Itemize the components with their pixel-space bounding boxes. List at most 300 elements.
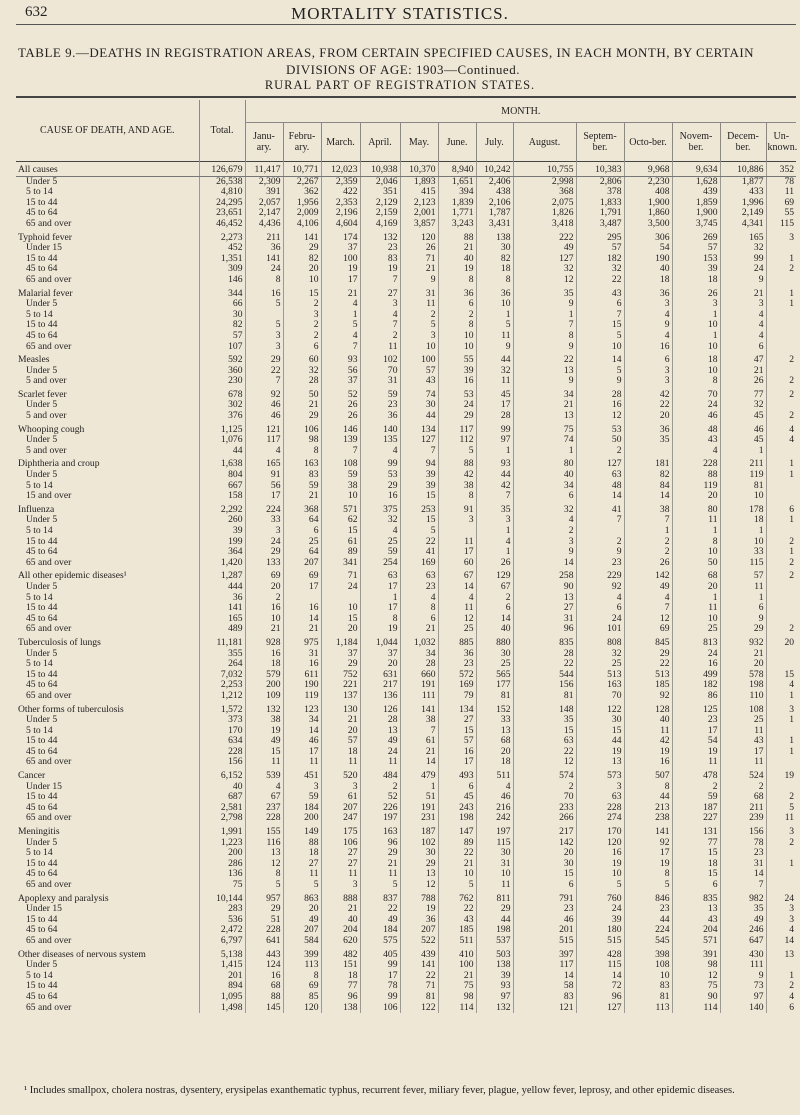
cause-label: Apoplexy and paralysis [18, 892, 109, 904]
month-cell: 153 [672, 254, 720, 265]
month-cell: 1 [766, 547, 796, 558]
month-cell: 14 [576, 491, 624, 502]
month-cell: 119 [672, 481, 720, 492]
mortality-table [16, 100, 796, 1013]
month-cell: 114 [438, 1003, 476, 1014]
month-cell: 1 [766, 971, 796, 982]
month-cell: 83 [513, 992, 576, 1003]
month-cell: 295 [576, 230, 624, 244]
month-cell: 9 [720, 614, 766, 625]
total-cell: 201 [199, 971, 245, 982]
month-cell: 3 [513, 537, 576, 548]
month-cell: 15 [513, 869, 576, 880]
month-cell: 12 [245, 859, 283, 870]
month-cell: 78 [360, 981, 400, 992]
month-cell [766, 275, 796, 286]
total-cell: 40 [199, 782, 245, 793]
month-cell: 32 [576, 264, 624, 275]
month-cell: 3 [766, 702, 796, 716]
month-cell: 33 [476, 715, 513, 726]
month-cell [576, 526, 624, 537]
month-cell: 63 [360, 568, 400, 582]
month-cell: 4 [624, 310, 672, 321]
month-cell: 571 [672, 936, 720, 947]
month-cell: 10 [576, 869, 624, 880]
month-header-cell: Septem-ber. [576, 123, 624, 162]
month-cell: 3 [245, 526, 283, 537]
month-cell: 59 [672, 792, 720, 803]
month-cell: 211 [720, 456, 766, 470]
month-cell: 12,023 [321, 162, 360, 177]
month-cell: 12 [624, 614, 672, 625]
month-cell: 19 [624, 747, 672, 758]
month-cell: 20 [321, 624, 360, 635]
month-cell: 11 [720, 726, 766, 737]
month-cell: 16 [283, 603, 321, 614]
table-top-rule [16, 96, 796, 98]
month-cell: 479 [400, 768, 438, 782]
cause-label: 65 and over [26, 341, 72, 352]
total-cell: 156 [199, 757, 245, 768]
month-cell: 200 [283, 813, 321, 824]
month-cell: 30 [400, 400, 438, 411]
month-cell: 2,129 [360, 198, 400, 209]
month-cell: 111 [720, 960, 766, 971]
month-cell: 7 [400, 726, 438, 737]
month-cell: 2 [513, 782, 576, 793]
month-cell: 21 [438, 859, 476, 870]
month-cell: 16 [360, 491, 400, 502]
total-cell: 24,295 [199, 198, 245, 209]
month-cell: 7 [624, 515, 672, 526]
month-cell: 36 [624, 422, 672, 436]
month-cell: 2 [576, 446, 624, 457]
month-cell: 21 [321, 715, 360, 726]
month-cell: 2 [766, 838, 796, 849]
month-cell: 163 [576, 680, 624, 691]
month-cell: 3 [360, 299, 400, 310]
month-cell: 169 [400, 558, 438, 569]
month-cell: 415 [400, 187, 438, 198]
cause-label: Cancer [18, 770, 46, 782]
month-cell: 11 [720, 582, 766, 593]
month-cell: 88 [672, 470, 720, 481]
month-cell: 85 [283, 992, 321, 1003]
page-header [0, 0, 800, 24]
table-row [16, 1003, 796, 1014]
month-cell: 14 [513, 558, 576, 569]
month-cell: 191 [400, 803, 438, 814]
month-cell: 19 [245, 726, 283, 737]
month-cell: 9 [513, 376, 576, 387]
month-cell: 213 [624, 803, 672, 814]
total-cell: 687 [199, 792, 245, 803]
month-cell: 3,500 [624, 219, 672, 230]
month-cell: 26 [672, 286, 720, 300]
month-cell: 70 [360, 366, 400, 377]
table-group-row [16, 456, 796, 470]
month-cell: 391 [245, 187, 283, 198]
month-cell: 24 [360, 747, 400, 758]
cause-label: All other epidemic diseases¹ [18, 570, 127, 582]
month-cell: 71 [321, 568, 360, 582]
month-cell: 3 [766, 915, 796, 926]
month-cell: 410 [438, 947, 476, 961]
month-cell: 6 [766, 502, 796, 516]
month-cell: 125 [672, 702, 720, 716]
month-cell: 43 [672, 915, 720, 926]
cause-label: Other diseases of nervous system [18, 948, 146, 960]
month-cell: 122 [400, 1003, 438, 1014]
month-cell: 93 [321, 352, 360, 366]
month-cell: 81 [720, 481, 766, 492]
month-cell: 8 [438, 275, 476, 286]
total-cell: 1,498 [199, 1003, 245, 1014]
month-cell: 96 [360, 838, 400, 849]
month-cell: 5 [245, 299, 283, 310]
month-cell: 9 [720, 275, 766, 286]
month-cell: 520 [321, 768, 360, 782]
cause-label: 45 to 64 [26, 330, 58, 341]
header-rule [16, 24, 796, 25]
month-cell: 11 [476, 376, 513, 387]
month-cell: 108 [720, 702, 766, 716]
month-cell: 482 [321, 947, 360, 961]
month-cell: 31 [476, 859, 513, 870]
table-title-line1: TABLE 9.—DEATHS IN REGISTRATION AREAS, FROM CERTAIN SPECIFIED CAUSES, IN EACH MONTH, BY CERTAIN [18, 45, 755, 60]
total-header: Total. [199, 100, 245, 162]
month-cell: 22 [624, 400, 672, 411]
month-cell: 92 [576, 582, 624, 593]
total-cell: 46,452 [199, 219, 245, 230]
month-cell: 117 [438, 422, 476, 436]
table-row [16, 838, 796, 849]
month-cell: 31 [283, 649, 321, 660]
month-cell: 7 [360, 320, 400, 331]
month-cell: 11 [438, 603, 476, 614]
month-cell: 52 [321, 387, 360, 401]
table-row [16, 547, 796, 558]
month-cell: 19 [576, 747, 624, 758]
month-cell: 11 [283, 757, 321, 768]
month-cell: 17 [624, 848, 672, 859]
month-cell: 10 [321, 491, 360, 502]
month-cell: 16 [245, 649, 283, 660]
month-cell: 584 [283, 936, 321, 947]
month-cell [766, 603, 796, 614]
month-cell: 4 [438, 593, 476, 604]
month-cell: 198 [438, 813, 476, 824]
month-cell: 61 [321, 537, 360, 548]
month-cell: 8 [245, 869, 283, 880]
month-cell: 55 [438, 352, 476, 366]
month-cell: 31 [400, 286, 438, 300]
month-cell: 7 [476, 491, 513, 502]
month-cell: 16 [283, 659, 321, 670]
month-cell: 2 [360, 782, 400, 793]
month-cell: 19 [624, 859, 672, 870]
table-row [16, 659, 796, 670]
month-cell: 142 [513, 838, 576, 849]
month-cell: 12 [400, 880, 438, 891]
month-cell: 117 [245, 435, 283, 446]
table-row [16, 925, 796, 936]
month-cell: 24 [438, 400, 476, 411]
month-cell: 71 [400, 981, 438, 992]
cause-label: Typhoid fever [18, 231, 72, 243]
table-row [16, 558, 796, 569]
month-cell: 112 [438, 435, 476, 446]
month-cell: 141 [245, 254, 283, 265]
month-cell: 1,826 [513, 208, 576, 219]
month-cell: 129 [476, 568, 513, 582]
month-cell: 81 [400, 992, 438, 1003]
month-cell: 182 [576, 254, 624, 265]
month-cell: 15 [513, 726, 576, 737]
month-cell: 36 [624, 286, 672, 300]
month-cell: 88 [245, 992, 283, 1003]
table-row [16, 747, 796, 758]
cause-label: 65 and over [26, 624, 72, 635]
month-cell: 8,940 [438, 162, 476, 177]
month-cell: 141 [283, 230, 321, 244]
total-cell: 536 [199, 915, 245, 926]
total-cell: 264 [199, 659, 245, 670]
month-cell: 21 [400, 264, 438, 275]
month-cell: 17 [360, 582, 400, 593]
month-cell: 246 [720, 925, 766, 936]
page-number: 632 [25, 4, 48, 20]
month-cell: 190 [624, 254, 672, 265]
month-cell: 145 [245, 1003, 283, 1014]
month-cell: 117 [513, 960, 576, 971]
month-cell: 247 [321, 813, 360, 824]
month-cell: 57 [438, 736, 476, 747]
month-cell: 17 [245, 491, 283, 502]
total-cell: 11,181 [199, 635, 245, 649]
month-cell: 39 [576, 915, 624, 926]
cause-label: Under 5 [26, 176, 58, 187]
month-cell: 9 [513, 299, 576, 310]
month-cell: 138 [321, 1003, 360, 1014]
month-cell: 3 [766, 824, 796, 838]
month-cell: 69 [624, 624, 672, 635]
month-cell [766, 400, 796, 411]
month-cell: 12 [438, 614, 476, 625]
month-cell: 163 [360, 824, 400, 838]
month-cell: 10 [576, 342, 624, 353]
month-cell: 835 [513, 635, 576, 649]
month-cell: 17 [672, 726, 720, 737]
month-cell: 78 [720, 838, 766, 849]
month-cell: 4 [321, 299, 360, 310]
month-cell: 31 [513, 614, 576, 625]
month-cell: 43 [438, 915, 476, 926]
month-cell: 3 [720, 299, 766, 310]
month-cell: 579 [245, 670, 283, 681]
table-row [16, 176, 796, 187]
month-cell: 5 [576, 331, 624, 342]
month-cell: 3 [400, 331, 438, 342]
cause-label: 5 to 14 [26, 970, 53, 981]
month-cell: 140 [720, 1003, 766, 1014]
month-cell: 8 [438, 491, 476, 502]
month-cell: 511 [438, 936, 476, 947]
month-cell: 1,893 [400, 176, 438, 187]
month-cell: 524 [720, 768, 766, 782]
month-cell: 28 [476, 411, 513, 422]
month-cell: 120 [576, 838, 624, 849]
month-cell: 57 [321, 736, 360, 747]
total-cell: 36 [199, 593, 245, 604]
month-cell: 932 [720, 635, 766, 649]
month-cell: 228 [245, 813, 283, 824]
month-cell: 3,857 [400, 219, 438, 230]
month-cell: 306 [624, 230, 672, 244]
month-cell: 1 [766, 859, 796, 870]
month-cell: 2 [283, 299, 321, 310]
month-cell: 16 [245, 971, 283, 982]
month-cell: 10 [672, 320, 720, 331]
total-cell: 10,144 [199, 891, 245, 905]
month-cell: 147 [438, 824, 476, 838]
month-cell: 4 [720, 320, 766, 331]
month-cell: 49 [513, 243, 576, 254]
month-cell: 140 [360, 422, 400, 436]
table-group-row [16, 387, 796, 401]
month-cell [766, 649, 796, 660]
total-cell: 2,292 [199, 502, 245, 516]
month-cell: 391 [672, 947, 720, 961]
month-cell: 499 [672, 670, 720, 681]
total-cell: 200 [199, 848, 245, 859]
month-cell: 6 [513, 491, 576, 502]
month-cell: 10 [720, 537, 766, 548]
month-cell: 42 [476, 481, 513, 492]
month-cell: 14 [438, 582, 476, 593]
month-cell: 35 [513, 286, 576, 300]
cause-label: 5 and over [26, 411, 67, 422]
month-cell: 18 [245, 659, 283, 670]
month-cell: 29 [245, 904, 283, 915]
month-cell: 170 [576, 824, 624, 838]
table-row [16, 736, 796, 747]
month-cell: 4 [766, 992, 796, 1003]
month-cell: 3 [245, 342, 283, 353]
month-cell: 18 [321, 971, 360, 982]
month-cell: 185 [624, 680, 672, 691]
month-cell: 68 [476, 736, 513, 747]
month-cell: 3,431 [476, 219, 513, 230]
month-cell: 10 [624, 971, 672, 982]
table-row [16, 715, 796, 726]
month-cell: 3 [476, 515, 513, 526]
month-cell: 24 [576, 904, 624, 915]
cause-label: 65 and over [26, 557, 72, 568]
month-cell: 53 [360, 470, 400, 481]
month-cell: 40 [438, 254, 476, 265]
month-cell: 9 [576, 547, 624, 558]
month-cell: 545 [624, 936, 672, 947]
month-cell: 15 [245, 747, 283, 758]
month-cell: 49 [360, 915, 400, 926]
total-cell: 26,538 [199, 176, 245, 187]
month-cell: 49 [245, 736, 283, 747]
cause-label: 5 to 14 [26, 309, 53, 320]
month-cell: 37 [321, 649, 360, 660]
month-cell: 44 [476, 915, 513, 926]
running-title: MORTALITY STATISTICS. [291, 4, 509, 23]
month-cell: 83 [283, 470, 321, 481]
month-cell: 1,877 [720, 176, 766, 187]
month-cell: 3,243 [438, 219, 476, 230]
cause-label: Under 15 [26, 904, 62, 915]
month-cell: 18 [283, 848, 321, 859]
month-cell: 6 [576, 299, 624, 310]
table-row [16, 726, 796, 737]
month-cell: 99 [360, 992, 400, 1003]
month-cell: 17 [321, 275, 360, 286]
month-cell: 4,604 [321, 219, 360, 230]
month-cell: 11 [400, 299, 438, 310]
month-cell: 4 [672, 446, 720, 457]
month-cell: 46 [513, 915, 576, 926]
month-cell: 16 [672, 659, 720, 670]
month-cell: 572 [438, 670, 476, 681]
month-cell: 28 [360, 715, 400, 726]
month-cell: 13 [766, 947, 796, 961]
month-cell: 56 [321, 366, 360, 377]
month-cell: 90 [672, 992, 720, 1003]
cause-label: Under 5 [26, 515, 58, 526]
total-cell: 1,572 [199, 702, 245, 716]
month-cell: 44 [476, 352, 513, 366]
month-cell: 631 [360, 670, 400, 681]
month-cell: 69 [283, 568, 321, 582]
total-cell: 44 [199, 446, 245, 457]
month-cell: 29 [245, 547, 283, 558]
month-cell: 22 [400, 971, 438, 982]
month-cell [766, 491, 796, 502]
cause-label: Under 5 [26, 715, 58, 726]
month-cell: 6 [438, 782, 476, 793]
month-cell: 16 [624, 757, 672, 768]
month-cell: 45 [720, 411, 766, 422]
month-cell: 30 [476, 848, 513, 859]
month-cell: 156 [513, 680, 576, 691]
month-cell: 151 [321, 960, 360, 971]
month-cell: 611 [283, 670, 321, 681]
month-cell: 49 [720, 915, 766, 926]
month-cell: 37 [321, 376, 360, 387]
month-cell: 38 [400, 715, 438, 726]
month-cell [766, 320, 796, 331]
month-cell: 2 [624, 537, 672, 548]
month-cell: 11 [360, 869, 400, 880]
month-cell: 5 [245, 880, 283, 891]
month-cell: 127 [576, 1003, 624, 1014]
month-cell: 120 [400, 230, 438, 244]
month-cell: 73 [720, 981, 766, 992]
total-cell: 1,212 [199, 691, 245, 702]
month-cell: 24 [245, 264, 283, 275]
table-group-row [16, 568, 796, 582]
table-row [16, 435, 796, 446]
month-cell: 90 [513, 582, 576, 593]
month-cell [766, 593, 796, 604]
month-cell: 18 [476, 757, 513, 768]
month-cell: 16 [438, 747, 476, 758]
